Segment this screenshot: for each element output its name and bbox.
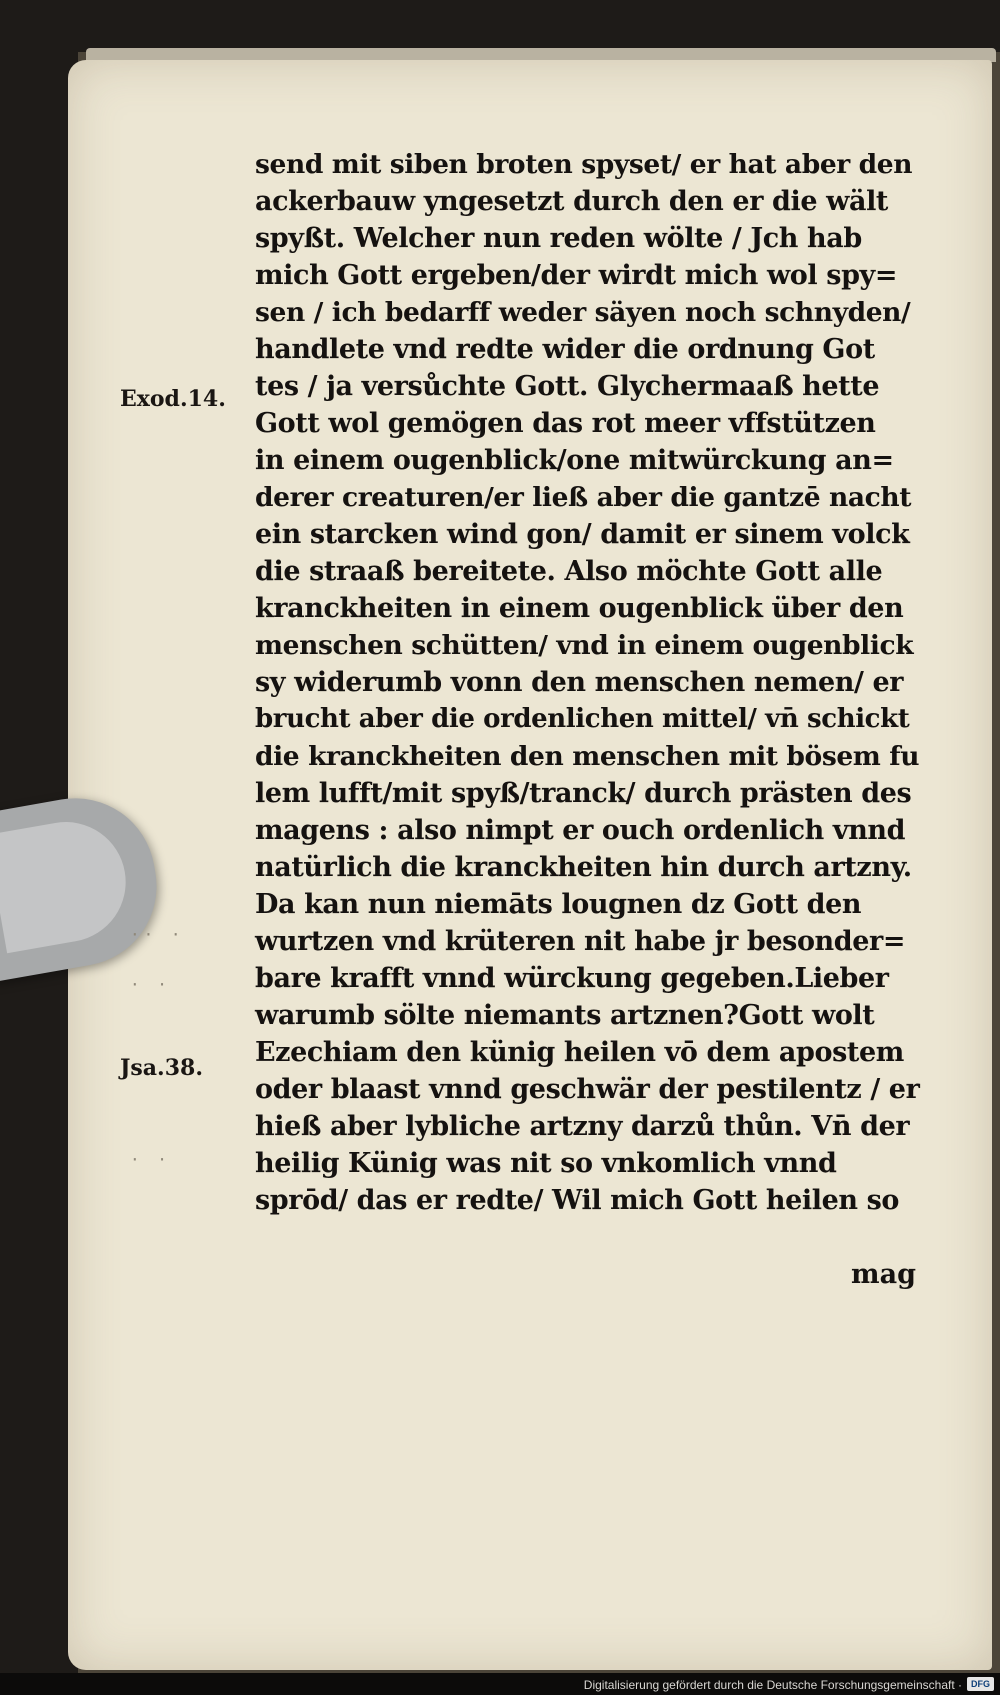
text-line: hieß aber lybliche artzny darzů thůn. Vn̄ der — [255, 1111, 910, 1142]
text-line: sy widerumb vonn den menschen nemen/ er — [255, 667, 904, 698]
text-line: lem lufft/mit spyß/tranck/ durch prästen des — [255, 778, 912, 809]
catchword: mag — [851, 1259, 916, 1290]
text-line: Ezechiam den künig heilen vō dem apostem — [255, 1037, 904, 1068]
text-line: ein starcken wind gon/ damit er sinem volck — [255, 519, 910, 550]
margin-note-isa: Jsa.38. — [120, 1055, 203, 1081]
text-line: heilig Künig was nit so vnkomlich vnnd — [255, 1148, 837, 1179]
funding-credit: Digitalisierung gefördert durch die Deutsche Forschungsgemeinschaft · — [583, 1678, 962, 1692]
text-line: magens : also nimpt er ouch ordenlich vnnd — [255, 815, 906, 846]
margin-note-exod: Exod.14. — [120, 386, 226, 412]
text-line: sen / ich bedarff weder säyen noch schnyden/ — [255, 297, 911, 328]
text-line: ackerbauw yngesetzt durch den er die wält — [255, 186, 888, 217]
text-line: bare krafft vnnd würckung gegeben.Lieber — [255, 963, 889, 994]
text-line: oder blaast vnnd geschwär der pestilentz / er — [255, 1074, 920, 1105]
text-line: derer creaturen/er ließ aber die gantzē nacht — [255, 482, 912, 513]
text-line: spyßt. Welcher nun reden wölte / Jch hab — [255, 223, 862, 254]
text-line: warumb sölte niemants artznen?Gott wolt — [255, 1000, 875, 1031]
faint-show-through-mark: · · — [130, 975, 171, 994]
faint-show-through-mark: ·· · — [130, 925, 185, 944]
text-line: menschen schütten/ vnd in einem ougenblick — [255, 630, 914, 661]
text-line: sprōd/ das er redte/ Wil mich Gott heilen so — [255, 1185, 900, 1216]
text-line: in einem ougenblick/one mitwürckung an= — [255, 445, 894, 476]
text-line: mich Gott ergeben/der wirdt mich wol spy= — [255, 260, 898, 291]
text-line: send mit siben broten spyset/ er hat aber den — [255, 149, 913, 180]
text-block — [255, 146, 920, 1219]
dfg-logo: DFG — [967, 1677, 994, 1691]
text-line: wurtzen vnd krüteren nit habe jr besonder= — [255, 926, 906, 957]
text-line: handlete vnd redte wider die ordnung Got — [255, 334, 875, 365]
text-line: natürlich die kranckheiten hin durch artzny. — [255, 852, 912, 883]
text-line: brucht aber die ordenlichen mittel/ vn̄ schickt — [255, 704, 910, 734]
text-line: tes / ja versůchte Gott. Glychermaaß hette — [255, 371, 880, 402]
faint-show-through-mark: · · — [130, 1150, 171, 1169]
text-line: Gott wol gemögen das rot meer vffstützen — [255, 408, 876, 439]
text-line: kranckheiten in einem ougenblick über den — [255, 593, 904, 624]
footer-bar — [0, 1673, 1000, 1695]
text-line: die kranckheiten den menschen mit bösem fu — [255, 741, 920, 772]
text-line: Da kan nun niemāts lougnen dz Gott den — [255, 889, 862, 920]
text-line: die straaß bereitete. Also möchte Gott alle — [255, 556, 883, 587]
page-clip-tab-highlight — [0, 813, 135, 954]
